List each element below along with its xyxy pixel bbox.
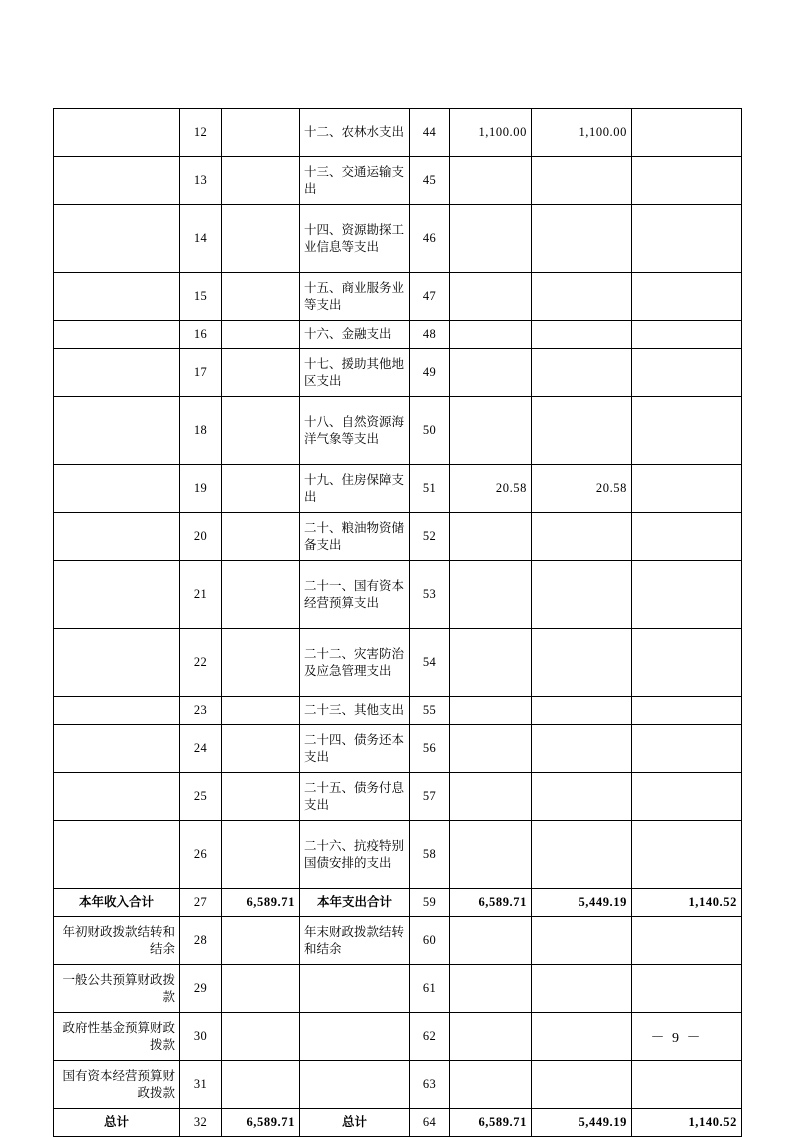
right-item-label: 二十三、其他支出 xyxy=(300,697,410,725)
left-item-label xyxy=(54,349,180,397)
left-amount xyxy=(222,725,300,773)
amount-col-2: 20.58 xyxy=(532,465,632,513)
left-amount xyxy=(222,1061,300,1109)
amount-col-2 xyxy=(532,349,632,397)
amount-col-1 xyxy=(450,273,532,321)
amount-col-2 xyxy=(532,697,632,725)
amount-col-1 xyxy=(450,349,532,397)
left-item-label xyxy=(54,321,180,349)
right-row-number: 60 xyxy=(410,917,450,965)
left-item-label: 一般公共预算财政拨款 xyxy=(54,965,180,1013)
right-row-number: 61 xyxy=(410,965,450,1013)
left-item-label xyxy=(54,465,180,513)
page-footer xyxy=(0,1027,793,1047)
right-row-number: 45 xyxy=(410,157,450,205)
left-row-number: 19 xyxy=(180,465,222,513)
right-row-number: 48 xyxy=(410,321,450,349)
left-amount xyxy=(222,629,300,697)
table-row xyxy=(54,513,742,561)
amount-col-3 xyxy=(632,465,742,513)
left-item-label: 总计 xyxy=(54,1109,180,1137)
left-item-label xyxy=(54,725,180,773)
right-row-number: 64 xyxy=(410,1109,450,1137)
left-item-label xyxy=(54,157,180,205)
budget-table xyxy=(53,108,742,1137)
table-row xyxy=(54,889,742,917)
left-amount xyxy=(222,321,300,349)
left-amount xyxy=(222,349,300,397)
right-row-number: 51 xyxy=(410,465,450,513)
amount-col-3 xyxy=(632,1061,742,1109)
left-row-number: 18 xyxy=(180,397,222,465)
left-amount xyxy=(222,821,300,889)
table-row xyxy=(54,697,742,725)
right-item-label: 二十二、灾害防治及应急管理支出 xyxy=(300,629,410,697)
right-item-label: 十三、交通运输支出 xyxy=(300,157,410,205)
left-amount xyxy=(222,513,300,561)
left-amount xyxy=(222,773,300,821)
right-row-number: 54 xyxy=(410,629,450,697)
table-row xyxy=(54,965,742,1013)
table-row xyxy=(54,629,742,697)
left-item-label: 国有资本经营预算财政拨款 xyxy=(54,1061,180,1109)
right-row-number: 62 xyxy=(410,1013,450,1061)
amount-col-3 xyxy=(632,397,742,465)
budget-table-container xyxy=(53,108,741,1137)
right-row-number: 58 xyxy=(410,821,450,889)
left-item-label: 本年收入合计 xyxy=(54,889,180,917)
table-row xyxy=(54,773,742,821)
left-item-label: 政府性基金预算财政拨款 xyxy=(54,1013,180,1061)
left-amount xyxy=(222,157,300,205)
left-row-number: 15 xyxy=(180,273,222,321)
right-item-label: 十五、商业服务业等支出 xyxy=(300,273,410,321)
amount-col-3 xyxy=(632,725,742,773)
table-row xyxy=(54,725,742,773)
amount-col-2 xyxy=(532,157,632,205)
left-row-number: 12 xyxy=(180,109,222,157)
left-item-label xyxy=(54,697,180,725)
amount-col-2: 5,449.19 xyxy=(532,889,632,917)
left-row-number: 31 xyxy=(180,1061,222,1109)
amount-col-1: 1,100.00 xyxy=(450,109,532,157)
left-amount: 6,589.71 xyxy=(222,1109,300,1137)
left-item-label xyxy=(54,109,180,157)
left-item-label: 年初财政拨款结转和结余 xyxy=(54,917,180,965)
table-row xyxy=(54,465,742,513)
amount-col-2 xyxy=(532,561,632,629)
left-row-number: 25 xyxy=(180,773,222,821)
table-row xyxy=(54,821,742,889)
left-row-number: 26 xyxy=(180,821,222,889)
right-row-number: 49 xyxy=(410,349,450,397)
table-row xyxy=(54,1061,742,1109)
right-row-number: 50 xyxy=(410,397,450,465)
amount-col-3 xyxy=(632,821,742,889)
left-amount xyxy=(222,205,300,273)
right-item-label: 十八、自然资源海洋气象等支出 xyxy=(300,397,410,465)
right-item-label: 二十一、国有资本经营预算支出 xyxy=(300,561,410,629)
left-amount xyxy=(222,965,300,1013)
left-row-number: 32 xyxy=(180,1109,222,1137)
right-item-label: 总计 xyxy=(300,1109,410,1137)
budget-table-body xyxy=(54,109,742,1137)
left-amount xyxy=(222,561,300,629)
amount-col-2 xyxy=(532,1061,632,1109)
amount-col-2 xyxy=(532,321,632,349)
left-item-label xyxy=(54,629,180,697)
amount-col-3 xyxy=(632,349,742,397)
amount-col-2: 5,449.19 xyxy=(532,1109,632,1137)
amount-col-1 xyxy=(450,321,532,349)
amount-col-2 xyxy=(532,917,632,965)
right-item-label: 二十四、债务还本支出 xyxy=(300,725,410,773)
right-item-label: 二十五、债务付息支出 xyxy=(300,773,410,821)
right-row-number: 53 xyxy=(410,561,450,629)
table-row xyxy=(54,321,742,349)
table-row xyxy=(54,1109,742,1137)
page-number: － 9 － xyxy=(650,1031,703,1046)
amount-col-2 xyxy=(532,513,632,561)
right-row-number: 59 xyxy=(410,889,450,917)
left-item-label xyxy=(54,273,180,321)
amount-col-3 xyxy=(632,273,742,321)
amount-col-1 xyxy=(450,917,532,965)
right-item-label: 十九、住房保障支出 xyxy=(300,465,410,513)
left-item-label xyxy=(54,513,180,561)
amount-col-3 xyxy=(632,157,742,205)
right-item-label: 十二、农林水支出 xyxy=(300,109,410,157)
table-row xyxy=(54,205,742,273)
left-amount: 6,589.71 xyxy=(222,889,300,917)
amount-col-1 xyxy=(450,205,532,273)
amount-col-2 xyxy=(532,821,632,889)
amount-col-1 xyxy=(450,773,532,821)
right-item-label: 十六、金融支出 xyxy=(300,321,410,349)
right-item-label: 二十、粮油物资储备支出 xyxy=(300,513,410,561)
amount-col-2 xyxy=(532,273,632,321)
left-item-label xyxy=(54,561,180,629)
left-row-number: 29 xyxy=(180,965,222,1013)
amount-col-1 xyxy=(450,1061,532,1109)
right-row-number: 63 xyxy=(410,1061,450,1109)
right-row-number: 56 xyxy=(410,725,450,773)
amount-col-2 xyxy=(532,965,632,1013)
amount-col-3 xyxy=(632,321,742,349)
left-amount xyxy=(222,697,300,725)
right-row-number: 55 xyxy=(410,697,450,725)
right-row-number: 46 xyxy=(410,205,450,273)
left-item-label xyxy=(54,821,180,889)
left-row-number: 16 xyxy=(180,321,222,349)
left-row-number: 20 xyxy=(180,513,222,561)
right-item-label xyxy=(300,965,410,1013)
left-row-number: 17 xyxy=(180,349,222,397)
amount-col-1 xyxy=(450,697,532,725)
amount-col-3 xyxy=(632,205,742,273)
left-row-number: 23 xyxy=(180,697,222,725)
left-row-number: 13 xyxy=(180,157,222,205)
amount-col-1: 6,589.71 xyxy=(450,1109,532,1137)
amount-col-3 xyxy=(632,629,742,697)
amount-col-3 xyxy=(632,513,742,561)
amount-col-2 xyxy=(532,629,632,697)
right-item-label: 本年支出合计 xyxy=(300,889,410,917)
amount-col-3 xyxy=(632,697,742,725)
right-item-label: 年末财政拨款结转和结余 xyxy=(300,917,410,965)
left-row-number: 22 xyxy=(180,629,222,697)
amount-col-2: 1,100.00 xyxy=(532,109,632,157)
amount-col-1: 20.58 xyxy=(450,465,532,513)
amount-col-1 xyxy=(450,821,532,889)
amount-col-3: 1,140.52 xyxy=(632,889,742,917)
amount-col-1 xyxy=(450,157,532,205)
left-item-label xyxy=(54,773,180,821)
left-amount xyxy=(222,109,300,157)
left-row-number: 30 xyxy=(180,1013,222,1061)
amount-col-3: 1,140.52 xyxy=(632,1109,742,1137)
amount-col-1 xyxy=(450,397,532,465)
left-row-number: 14 xyxy=(180,205,222,273)
amount-col-3 xyxy=(632,561,742,629)
left-amount xyxy=(222,465,300,513)
amount-col-1 xyxy=(450,725,532,773)
left-item-label xyxy=(54,205,180,273)
amount-col-2 xyxy=(532,773,632,821)
amount-col-2 xyxy=(532,205,632,273)
right-row-number: 57 xyxy=(410,773,450,821)
amount-col-3 xyxy=(632,109,742,157)
amount-col-3 xyxy=(632,965,742,1013)
right-row-number: 44 xyxy=(410,109,450,157)
table-row xyxy=(54,561,742,629)
amount-col-1 xyxy=(450,513,532,561)
left-item-label xyxy=(54,397,180,465)
table-row xyxy=(54,273,742,321)
left-amount xyxy=(222,273,300,321)
right-row-number: 52 xyxy=(410,513,450,561)
left-row-number: 27 xyxy=(180,889,222,917)
amount-col-1 xyxy=(450,561,532,629)
left-amount xyxy=(222,397,300,465)
table-row xyxy=(54,349,742,397)
right-item-label: 十四、资源勘探工业信息等支出 xyxy=(300,205,410,273)
amount-col-3 xyxy=(632,773,742,821)
right-row-number: 47 xyxy=(410,273,450,321)
left-row-number: 21 xyxy=(180,561,222,629)
table-row xyxy=(54,917,742,965)
left-amount xyxy=(222,917,300,965)
amount-col-1 xyxy=(450,965,532,1013)
right-item-label xyxy=(300,1061,410,1109)
right-item-label: 十七、援助其他地区支出 xyxy=(300,349,410,397)
amount-col-1: 6,589.71 xyxy=(450,889,532,917)
amount-col-3 xyxy=(632,917,742,965)
amount-col-2 xyxy=(532,725,632,773)
amount-col-1 xyxy=(450,629,532,697)
left-row-number: 24 xyxy=(180,725,222,773)
amount-col-2 xyxy=(532,397,632,465)
table-row xyxy=(54,157,742,205)
table-row xyxy=(54,109,742,157)
right-item-label: 二十六、抗疫特别国债安排的支出 xyxy=(300,821,410,889)
left-row-number: 28 xyxy=(180,917,222,965)
table-row xyxy=(54,397,742,465)
